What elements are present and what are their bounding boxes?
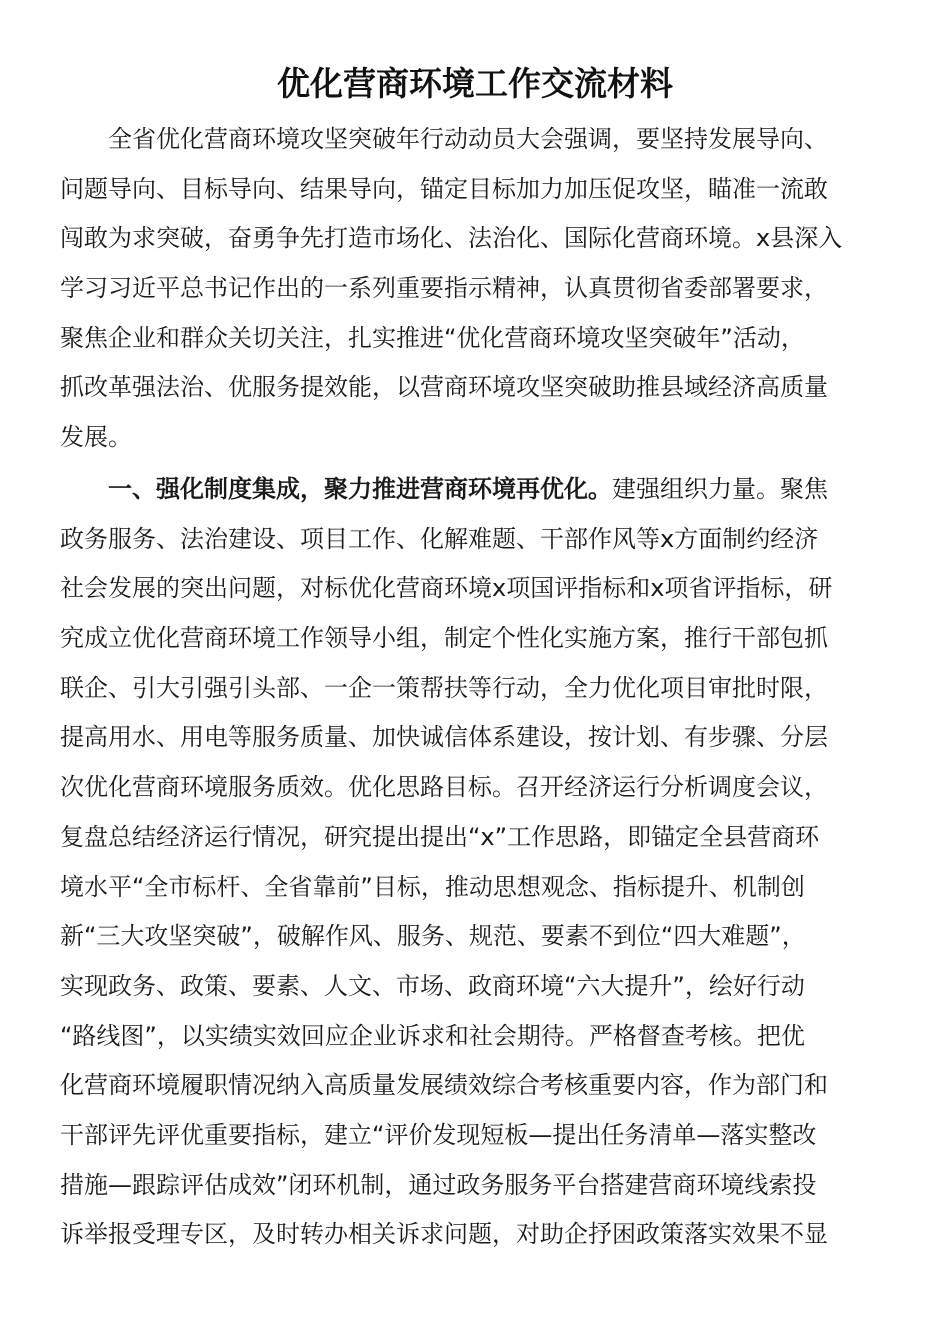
section-one-line: 联企、引大引强引头部、一企一策帮扶等行动，全力优化项目审批时限，: [60, 673, 828, 702]
section-one-line: “路线图”，以实绩实效回应企业诉求和社会期待。严格督查考核。把优: [60, 1021, 805, 1050]
intro-line: 学习习近平总书记作出的一系列重要指示精神，认真贯彻省委部署要求，: [60, 274, 828, 303]
section-one-line: 境水平“全市标杆、全省靠前”目标，推动思想观念、指标提升、机制创: [60, 872, 805, 901]
section-one-line: 实现政务、政策、要素、人文、市场、政商环境“六大提升”，绘好行动: [60, 971, 805, 1000]
section-one-line: 诉举报受理专区，及时转办相关诉求问题，对助企抒困政策落实效果不显: [60, 1220, 828, 1249]
section-one-line: 干部评先评优重要指标，建立“评价发现短板—提出任务清单—落实整改: [60, 1120, 817, 1149]
intro-line: 全省优化营商环境攻坚突破年行动动员大会强调，要坚持发展导向、: [108, 125, 828, 153]
section-one-paragraph: [60, 465, 890, 1260]
section-one-line: 措施—跟踪评估成效”闭环机制，通过政务服务平台搭建营商环境线索投: [60, 1170, 817, 1199]
section-one-line: 化营商环境履职情况纳入高质量发展绩效综合考核重要内容，作为部门和: [60, 1071, 828, 1100]
section-one-line: 新“三大攻坚突破”，破解作风、服务、规范、要素不到位“四大难题”，: [60, 922, 806, 951]
intro-line: 抓改革强法治、优服务提效能，以营商环境攻坚突破助推县域经济高质量: [60, 373, 828, 402]
section-one-first-line: [60, 465, 890, 515]
section-one-line: 政务服务、法治建设、项目工作、化解难题、干部作风等x方面制约经济: [60, 524, 819, 553]
intro-line: 发展。: [60, 423, 132, 452]
intro-paragraph: [60, 115, 890, 463]
section-one-first-line-text: 建强组织力量。聚焦: [612, 475, 828, 503]
intro-line: 聚焦企业和群众关切关注，扎实推进“优化营商环境攻坚突破年”活动，: [60, 323, 805, 352]
section-one-heading: 一、强化制度集成，聚力推进营商环境再优化。: [108, 475, 612, 503]
document-title: 优化营商环境工作交流材料: [277, 64, 673, 103]
intro-line: 问题导向、目标导向、结果导向，锚定目标加力加压促攻坚，瞄准一流敢: [60, 174, 828, 203]
section-one-line: 次优化营商环境服务质效。优化思路目标。召开经济运行分析调度会议，: [60, 773, 828, 802]
section-one-line: 究成立优化营商环境工作领导小组，制定个性化实施方案，推行干部包抓: [60, 624, 828, 653]
section-one-line: 提高用水、用电等服务质量、加快诚信体系建设，按计划、有步骤、分层: [60, 723, 828, 752]
intro-line: 闯敢为求突破，奋勇争先打造市场化、法治化、国际化营商环境。x县深入: [60, 224, 843, 253]
section-one-line: 社会发展的突出问题，对标优化营商环境x项国评指标和x项省评指标，研: [60, 574, 833, 603]
section-one-line: 复盘总结经济运行情况，研究提出提出“x”工作思路，即锚定全县营商环: [60, 822, 820, 851]
